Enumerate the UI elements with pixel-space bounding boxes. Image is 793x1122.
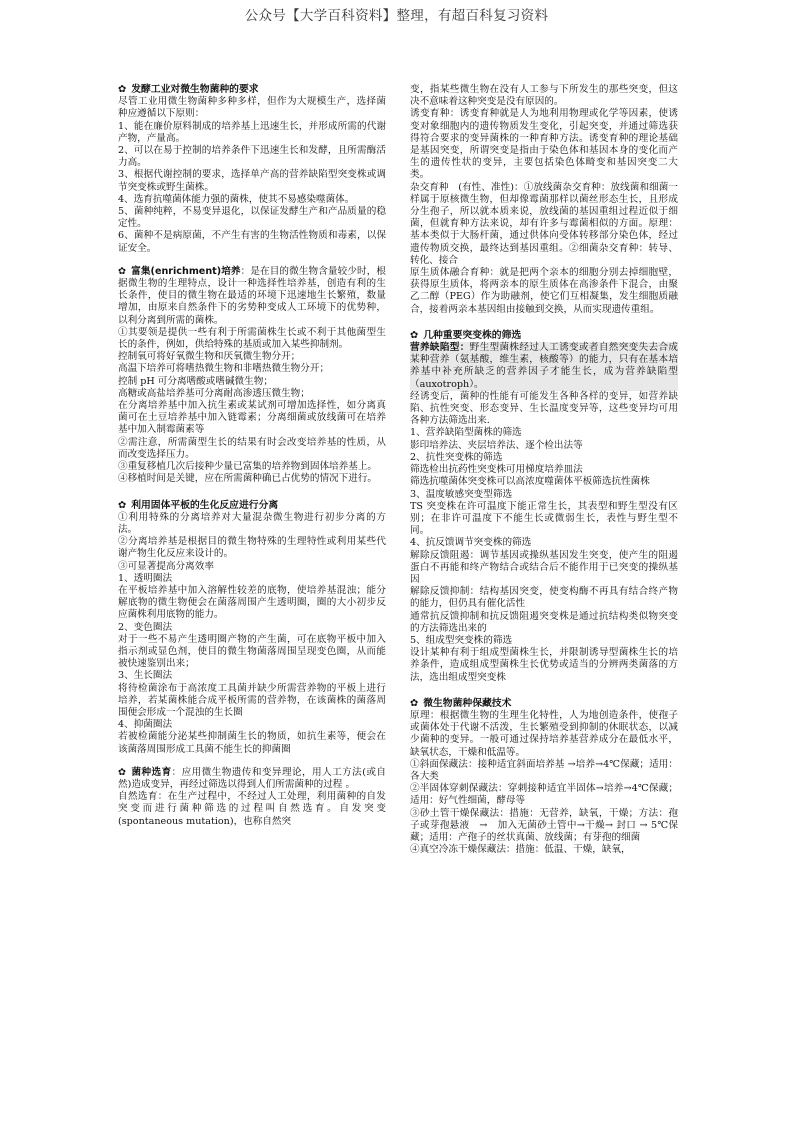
paragraph: 原理：根据微生物的生理生化特性，人为地创造条件，使孢子或菌体处于代谢不活泼，生长繁殖受到抑制的休眠状态，以减少菌种的变异。一般可通过保持培养基营养成分在最低水平，缺氧状态，干燥和低温等。 bbox=[410, 709, 678, 758]
paragraph: 解除反馈抑制：结构基因突变，使变构酶不再具有结合终产物的能力，但仍具有催化活性 bbox=[410, 586, 678, 610]
list-item: 3、根据代谢控制的要求，选择单产高的营养缺陷型突变株或调节突变株或野生菌株。 bbox=[118, 169, 386, 193]
paragraph: ③可显著提高分离效率 bbox=[118, 560, 214, 572]
flower-bullet-icon: ✿ bbox=[118, 84, 127, 95]
paragraph: 在分离培养基中加入抗生素或某试剂可增加选择性，如分离真菌可在土豆培养基中加入链霉素；分离细菌或放线菌可在培养基中加入制霉菌素等 bbox=[118, 400, 386, 436]
right-column bbox=[410, 84, 678, 856]
paragraph: 影印培养法、夹层培养法、逐个检出法等 bbox=[410, 439, 583, 451]
heading-text: 发酵工业对微生物菌种的要求 bbox=[131, 84, 259, 95]
list-item: 6、菌种不是病原菌，不产生有害的生物活性物质和毒素，以保证安全。 bbox=[118, 230, 386, 254]
heading-text: 利用固体平板的生化反应进行分离 bbox=[131, 499, 279, 511]
flower-bullet-icon: ✿ bbox=[118, 265, 127, 277]
paragraph: 变，指某些微生物在没有人工参与下所发生的那些突变，但这决不意味着这种突变是没有原因的。 bbox=[410, 84, 678, 108]
paragraph: 4、抗反馈调节突变株的筛选 bbox=[410, 537, 532, 549]
section-heading-fermentation-requirements bbox=[118, 84, 386, 96]
paragraph: 5、组成型突变株的筛选 bbox=[410, 634, 513, 646]
paragraph: 控制 pH 可分离嗜酸或嗜碱微生物； bbox=[118, 375, 273, 387]
paragraph: 在平板培养基中加入溶解性较差的底物，使培养基混浊；能分解底物的微生物便会在菌落周围产生透明圈，圈的大小初步反应菌株利用底物的能力。 bbox=[118, 584, 386, 621]
flower-bullet-icon: ✿ bbox=[118, 766, 127, 778]
paragraph: 经诱变后，菌种的性能有可能发生各种各样的变异，如营养缺陷、抗性突变、形态变异、生长温度变异等，这些变异均可用各种方法筛选出来. bbox=[410, 390, 678, 427]
section-heading-strain-preservation bbox=[410, 698, 678, 710]
paragraph: 自然选育：在生产过程中，不经过人工处理，利用菌种的自发突变而进行菌种筛选的过程叫自然选育。自发突变(spontaneous mutation)，也称自然突 bbox=[118, 791, 386, 827]
paragraph: 对于一些不易产生透明圈产物的产生菌，可在底物平板中加入指示剂或显色剂，使目的微生物菌落周围呈现变色圈，从而能被快速鉴别出来； bbox=[118, 633, 386, 670]
paragraph: 1、营养缺陷型菌株的筛选 bbox=[410, 427, 522, 439]
page-header: 公众号【大学百科资料】整理，有超百科复习资料 bbox=[244, 8, 549, 24]
paragraph: 2、抗性突变株的筛选 bbox=[410, 451, 503, 463]
paragraph-enrichment-definition bbox=[118, 266, 386, 327]
paragraph: 尽管工业用微生物菌种多种多样，但作为大规模生产，选择菌种应遵循以下原则： bbox=[118, 96, 386, 120]
term-enrichment: 富集(enrichment)培养 bbox=[131, 265, 241, 277]
paragraph: ③砂土管干燥保藏法：措施：无营养，缺氧，干燥；方法：孢子或芽孢悬液 → 加入无菌砂土管中→干燥→ 封口 → 5℃保藏；适用：产孢子的丝状真菌、放线菌；有芽孢的细菌 bbox=[410, 807, 678, 843]
paragraph: ①斜面保藏法：接种适宜斜面培养基 →培养→4℃保藏；适用：各大类 bbox=[410, 758, 678, 782]
list-item: 1、能在廉价原料制成的培养基上迅速生长，并形成所需的代谢产物，产量高。 bbox=[118, 120, 386, 144]
paragraph: 控制氧可将好氧微生物和厌氧微生物分开； bbox=[118, 351, 301, 363]
term-strain-breeding: 菌种选育 bbox=[131, 766, 172, 778]
flower-bullet-icon: ✿ bbox=[410, 329, 419, 341]
section-heading-plate-separation bbox=[118, 500, 386, 512]
paragraph: ②分离培养基是根据目的微生物特殊的生理特性或利用某些代谢产物生化反应来设计的。 bbox=[118, 536, 386, 560]
paragraph: ④移植时间是关键，应在所需菌种确已占优势的情况下进行。 bbox=[118, 473, 378, 485]
paragraph: 杂交育种 (有性、准性)：①放线菌杂交育种：放线菌和细菌一样属于原核微生物，但却像霉菌那样以菌丝形态生长，且形成分生孢子，所以就本质来说，放线菌的基因重组过程近似于细菌，但就育种方法来说，却有许多与霉菌相似的方面。原理：基本类似于大肠杆菌，通过供体向受体转移部分染色体，经过遗传物质交换，最终达到基因重组。②细菌杂交育种：转导、转化、接合 bbox=[410, 181, 678, 266]
paragraph-auxotroph-definition bbox=[410, 342, 678, 391]
paragraph: 诱变育种：诱变育种就是人为地利用物理或化学等因素，使诱变对象细胞内的遗传物质发生变化，引起突变，并通过筛选获得符合要求的变异菌株的一种育种方法。诱变育种的理论基础是基因突变，所谓突变是指由于染色体和基因本身的变化而产生的遗传性状的变异，主要包括染色体畸变和基因突变二大类。 bbox=[410, 108, 678, 181]
section-heading-mutant-screening bbox=[410, 330, 678, 342]
paragraph: TS 突变株在许可温度下能正常生长，其表型和野生型没有区别；在非许可温度下不能生长或微弱生长，表性与野生型不同。 bbox=[410, 500, 678, 537]
list-item: 2、可以在易于控制的培养条件下迅速生长和发酵，且所需酶活力高。 bbox=[118, 145, 386, 169]
paragraph: 3、温度敏感突变型筛选 bbox=[410, 488, 513, 500]
paragraph: 解除反馈阻遏：调节基因或操纵基因发生突变，使产生的阻遏蛋白不再能和终产物结合或结合后不能作用于已突变的操纵基因 bbox=[410, 549, 678, 585]
paragraph: 4、抑菌圈法 bbox=[118, 719, 173, 731]
term-auxotroph: 营养缺陷型： bbox=[410, 342, 470, 354]
paragraph: 高温下培养可将嗜热微生物和非嗜热微生物分开； bbox=[118, 363, 330, 375]
paragraph: 筛选抗噬菌体突变株可以高浓度噬菌体平板筛选抗性菌株 bbox=[410, 476, 650, 488]
paragraph: ④真空冷冻干燥保藏法：措施：低温、干燥，缺氧， bbox=[410, 844, 631, 856]
paragraph: 通常抗反馈抑制和抗反馈阻遏突变株是通过抗结构类似物突变的方法筛选出来的 bbox=[410, 610, 678, 634]
paragraph: ③重复移植几次后接种少量已富集的培养物到固体培养基上。 bbox=[118, 461, 378, 473]
paragraph: ①其要领是提供一些有利于所需菌株生长或不利于其他菌型生长的条件，例如，供给特殊的基质或加入某些抑制剂。 bbox=[118, 326, 386, 351]
paragraph: 筛选检出抗药性突变株可用梯度培养皿法 bbox=[410, 464, 583, 476]
paragraph: 原生质体融合育种：就是把两个亲本的细胞分别去掉细胞壁，获得原生质体，将两亲本的原生质体在高渗条件下混合，由聚乙二醇（PEG）作为助融剂，使它们互相凝集，发生细胞质融合，接着两亲本基因组由接触到交换，从而实现遗传重组。 bbox=[410, 267, 678, 315]
list-item: 4、选育抗噬菌体能力强的菌株，使其不易感染噬菌体。 bbox=[118, 193, 355, 205]
paragraph: ②半固体穿刺保藏法：穿刺接种适宜半固体→培养→4℃保藏；适用：好气性细菌，酵母等 bbox=[410, 783, 678, 807]
paragraph: ②需注意，所需菌型生长的结果有时会改变培养基的性质，从而改变选择压力。 bbox=[118, 436, 386, 460]
paragraph: 若被检菌能分泌某些抑制菌生长的物质，如抗生素等，便会在该菌落周围形成工具菌不能生长的抑菌圈 bbox=[118, 731, 386, 755]
paragraph-strain-breeding-definition bbox=[118, 767, 386, 791]
definition-text: ：是在目的微生物含量较少时，根据微生物的生理特点，设计一种选择性培养基，创造有利的生长条件，使目的微生物在最适的环境下迅速地生长繁殖，数量增加，由原来自然条件下的劣势种变成人工环境下的优势种，以利分离到所需的菌株。 bbox=[118, 265, 387, 326]
definition-text: ：应用微生物遗传和变异理论，用人工方法(或自然)造成变异，再经过筛选以得到人们所需菌种的过程 。 bbox=[118, 766, 386, 790]
paragraph: 将待检菌涂布于高浓度工具菌并缺少所需营养物的平板上进行培养，若某菌株能合成平板所需的营养物，在该菌株的菌落周围便会形成一个混浊的生长圈 bbox=[118, 682, 386, 718]
list-item: 5、菌种纯粹，不易变异退化，以保证发酵生产和产品质量的稳定性。 bbox=[118, 206, 386, 230]
paragraph: 3、生长圈法 bbox=[118, 670, 173, 682]
left-column bbox=[118, 84, 386, 828]
definition-text: 野生型菌株经过人工诱变或者自然突变失去合成某种营养（氨基酸，维生素，核酸等）的能力，只有在基本培养基中补充所缺乏的营养因子才能生长，成为营养缺陷型（auxotroph）。 bbox=[410, 342, 679, 390]
paragraph: 1、透明圈法 bbox=[118, 572, 173, 584]
paragraph: 设计某种有利于组成型菌株生长，并限制诱导型菌株生长的培养条件，造成组成型菌株生长优势或适当的分辨两类菌落的方法，选出组成型突变株 bbox=[410, 647, 678, 683]
flower-bullet-icon: ✿ bbox=[410, 697, 419, 709]
paragraph: ①利用特殊的分离培养对大量混杂微生物进行初步分离的方法。 bbox=[118, 511, 386, 535]
paragraph: 2、变色圈法 bbox=[118, 621, 173, 633]
flower-bullet-icon: ✿ bbox=[118, 499, 127, 511]
heading-text: 几种重要突变株的筛选 bbox=[423, 329, 522, 341]
paragraph: 高糖或高盐培养基可分离耐高渗透压微生物； bbox=[118, 387, 310, 399]
heading-text: 微生物菌种保藏技术 bbox=[423, 697, 512, 709]
